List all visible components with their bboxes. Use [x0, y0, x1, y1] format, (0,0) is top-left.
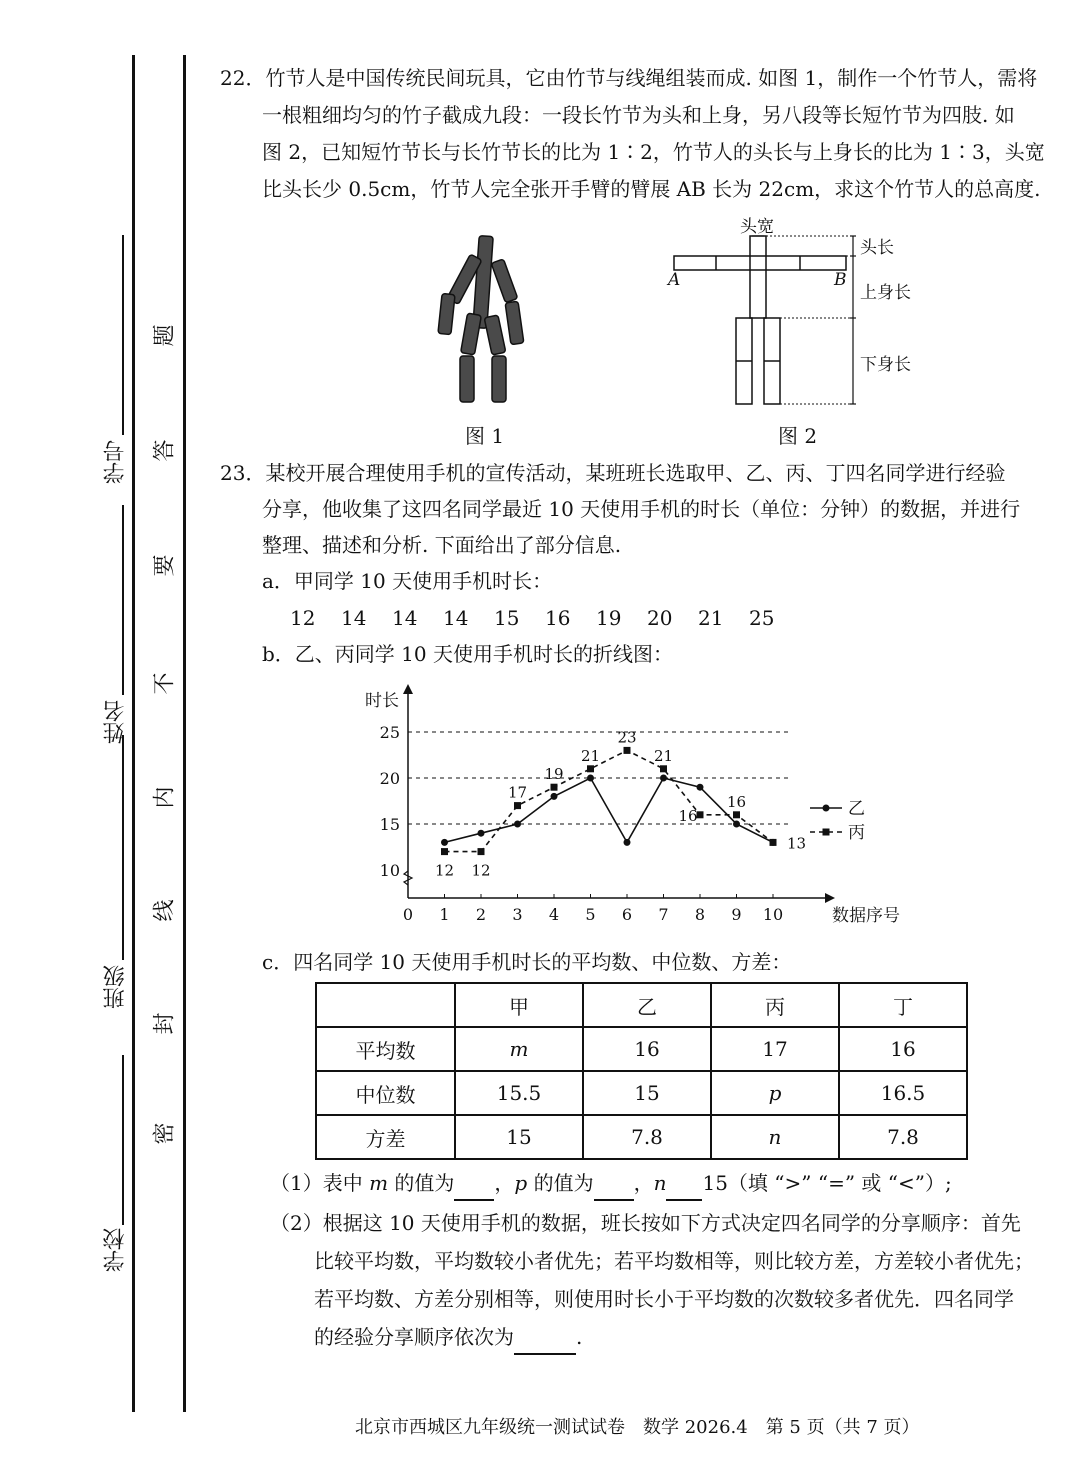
table-cell: 甲 — [455, 983, 583, 1027]
q22-line-1: 22．竹节人是中国传统民间玩具，它由竹节与线绳组装而成. 如图 1，制作一个竹节人，需将 — [220, 66, 1038, 90]
sub1-text: （1）表中 — [270, 1171, 370, 1195]
data-label: 21 — [653, 746, 674, 765]
table-cell: p — [711, 1071, 839, 1115]
data-label: 12 — [434, 861, 455, 880]
table-cell: n — [711, 1115, 839, 1159]
a-value: 19 — [596, 606, 622, 630]
table-header-row — [316, 983, 967, 1027]
point-yi — [733, 821, 740, 828]
a-value: 14 — [341, 606, 367, 630]
point-bing — [478, 848, 485, 855]
point-bing — [660, 765, 667, 772]
point-bing — [514, 802, 521, 809]
sub1-text: 的值为 — [527, 1171, 594, 1195]
y-tick-label: 15 — [379, 815, 400, 834]
seal-char: 题 — [152, 324, 178, 347]
point-bing — [551, 784, 558, 791]
point-bing — [441, 848, 448, 855]
x-tick-label: 3 — [512, 905, 523, 924]
q23-intro-1: 23．某校开展合理使用手机的宣传活动，某班班长选取甲、乙、丙、丁四名同学进行经验 — [220, 461, 1006, 485]
sub1-var-n: n — [653, 1171, 667, 1195]
answer-blank-p[interactable] — [594, 1177, 634, 1201]
label-head-width: 头宽 — [740, 217, 774, 237]
table-cell: 15.5 — [455, 1071, 583, 1115]
q23-intro-2: 分享，他收集了这四名同学最近 10 天使用手机的时长（单位：分钟）的数据，并进行 — [262, 497, 1021, 521]
sub1-var-m: m — [369, 1171, 389, 1195]
sub1-text: 的值为 — [388, 1171, 455, 1195]
sub1-var-p: p — [514, 1171, 528, 1195]
point-yi — [697, 784, 704, 791]
y-axis-label: 时长 — [365, 691, 399, 711]
x-tick-label: 7 — [658, 905, 669, 924]
label-lower-body: 下身长 — [860, 355, 911, 375]
label-point-a: A — [668, 270, 681, 290]
point-bing — [624, 747, 631, 754]
legend-marker-bing — [823, 829, 830, 836]
figure-1-bamboo-man — [430, 232, 540, 410]
seal-char: 要 — [152, 554, 178, 577]
point-yi — [478, 830, 485, 837]
table-cell: 7.8 — [583, 1115, 711, 1159]
seal-char: 封 — [152, 1012, 178, 1035]
table-cell: 中位数 — [316, 1071, 455, 1115]
data-label: 12 — [471, 861, 491, 880]
answer-blank-n[interactable] — [666, 1177, 702, 1201]
page-footer: 北京市西城区九年级统一测试试卷 数学 2026.4 第 5 页（共 7 页） — [355, 1417, 920, 1438]
a-value: 16 — [545, 606, 571, 630]
table-cell — [316, 983, 455, 1027]
q23-sub1 — [270, 1165, 952, 1201]
answer-blank-order[interactable] — [514, 1331, 576, 1355]
seal-char: 内 — [152, 786, 178, 809]
q22-line-4: 比头长少 0.5cm，竹节人完全张开手臂的臂展 AB 长为 22cm，求这个竹节人的总高度. — [262, 177, 1041, 201]
field-line-name — [122, 505, 124, 695]
sub2-text: 的经验分享顺序依次为 — [314, 1325, 514, 1349]
point-bing — [733, 811, 740, 818]
sub1-text: 15（填 “>” “=” 或 “<”）; — [702, 1171, 952, 1195]
margin-line-right — [183, 55, 186, 1412]
line-chart — [360, 680, 900, 930]
table-cell: 16 — [583, 1027, 711, 1071]
point-yi — [660, 775, 667, 782]
label-class: 班级 — [103, 965, 128, 1009]
series-line-yi — [445, 778, 774, 842]
a-value: 15 — [494, 606, 520, 630]
y-axis-arrow — [403, 684, 413, 694]
table-row — [316, 1027, 967, 1071]
x-tick-label: 4 — [548, 905, 560, 924]
q23-sub2-line-3: 若平均数、方差分别相等，则使用时长小于平均数的次数较多者优先．四名同学 — [314, 1287, 1014, 1311]
margin-line-left — [132, 55, 135, 1412]
seal-char: 答 — [152, 439, 178, 462]
table-cell: 乙 — [583, 983, 711, 1027]
y-tick-label: 25 — [379, 723, 400, 742]
x-tick-label: 2 — [475, 905, 487, 924]
table-cell: 15 — [455, 1115, 583, 1159]
point-bing — [697, 811, 704, 818]
q23-sub2-line-4 — [314, 1319, 582, 1355]
figure-1-caption: 图 1 — [465, 424, 505, 448]
label-head-length: 头长 — [860, 238, 894, 258]
sub2-text: . — [576, 1325, 583, 1349]
table-cell: 15 — [583, 1071, 711, 1115]
x-tick-label: 5 — [585, 905, 596, 924]
table-cell: 平均数 — [316, 1027, 455, 1071]
q23-a-values — [290, 600, 789, 636]
table-cell: m — [455, 1027, 583, 1071]
x-tick-label: 10 — [762, 905, 784, 924]
point-yi — [514, 821, 521, 828]
series-line-bing — [445, 750, 774, 851]
label-point-b: B — [834, 270, 847, 290]
y-tick-label: 20 — [379, 769, 400, 788]
label-id: 学号 — [103, 440, 128, 484]
label-name: 姓名 — [103, 700, 128, 744]
point-yi — [624, 839, 631, 846]
x-axis-arrow — [825, 893, 835, 903]
field-line-id — [122, 235, 124, 435]
label-school: 学校 — [103, 1228, 128, 1272]
table-cell: 17 — [711, 1027, 839, 1071]
q23-intro-3: 整理、描述和分析. 下面给出了部分信息. — [262, 533, 622, 557]
sub1-text: ， — [633, 1171, 654, 1195]
x-tick-label: 1 — [439, 905, 450, 924]
x-tick-label: 8 — [694, 905, 706, 924]
legend-label-bing: 丙 — [848, 823, 865, 843]
y-tick-label: 10 — [379, 861, 400, 880]
table-cell: 丁 — [839, 983, 967, 1027]
point-yi — [587, 775, 594, 782]
q23-c-label: c．四名同学 10 天使用手机时长的平均数、中位数、方差： — [262, 950, 792, 974]
data-label: 23 — [617, 728, 637, 747]
q23-sub2-line-2: 比较平均数，平均数较小者优先；若平均数相等，则比较方差，方差较小者优先； — [314, 1249, 1034, 1273]
x-axis-label: 数据序号 — [832, 906, 900, 926]
q22-line-3: 图 2，已知短竹节长与长竹节长的比为 1∶2，竹节人的头长与上身长的比为 1∶3，头宽 — [262, 140, 1045, 164]
a-value: 14 — [443, 606, 469, 630]
table-cell: 丙 — [711, 983, 839, 1027]
data-label: 19 — [544, 765, 564, 784]
data-label: 21 — [580, 746, 601, 765]
field-line-school — [122, 1055, 124, 1225]
x-tick-label: 6 — [621, 905, 633, 924]
field-line-class — [122, 735, 124, 960]
point-bing — [770, 839, 777, 846]
table-row — [316, 1071, 967, 1115]
seal-char: 不 — [152, 672, 178, 695]
a-value: 14 — [392, 606, 418, 630]
table-row — [316, 1115, 967, 1159]
answer-blank-m[interactable] — [454, 1177, 494, 1201]
point-bing — [587, 765, 594, 772]
legend-marker-yi — [823, 805, 830, 812]
figure-2-caption: 图 2 — [778, 424, 818, 448]
sub1-text: ， — [494, 1171, 515, 1195]
q23-b-label: b．乙、丙同学 10 天使用手机时长的折线图： — [262, 642, 673, 666]
table-cell: 16.5 — [839, 1071, 967, 1115]
q23-a-label: a．甲同学 10 天使用手机时长： — [262, 569, 553, 593]
q23-sub2-line-1: （2）根据这 10 天使用手机的数据，班长按如下方式决定四名同学的分享顺序：首先 — [270, 1211, 1021, 1235]
point-yi — [441, 839, 448, 846]
table-cell: 16 — [839, 1027, 967, 1071]
a-value: 12 — [290, 606, 316, 630]
data-label: 16 — [726, 792, 747, 811]
a-value: 20 — [647, 606, 673, 630]
data-label: 17 — [507, 783, 528, 802]
q22-line-2: 一根粗细均匀的竹子截成九段：一段长竹节为头和上身，另八段等长短竹节为四肢. 如 — [262, 103, 1015, 127]
x-tick-label: 0 — [402, 905, 414, 924]
seal-char: 线 — [152, 899, 178, 922]
table-cell: 方差 — [316, 1115, 455, 1159]
label-upper-body: 上身长 — [860, 283, 911, 303]
data-label: 13 — [787, 834, 807, 853]
a-value: 21 — [698, 606, 724, 630]
data-label: 16 — [678, 806, 698, 825]
seal-char: 密 — [152, 1122, 178, 1145]
x-tick-label: 9 — [731, 905, 742, 924]
table-cell: 7.8 — [839, 1115, 967, 1159]
legend-label-yi: 乙 — [848, 799, 865, 819]
a-value: 25 — [749, 606, 775, 630]
point-yi — [551, 793, 558, 800]
stats-table — [315, 982, 968, 1160]
